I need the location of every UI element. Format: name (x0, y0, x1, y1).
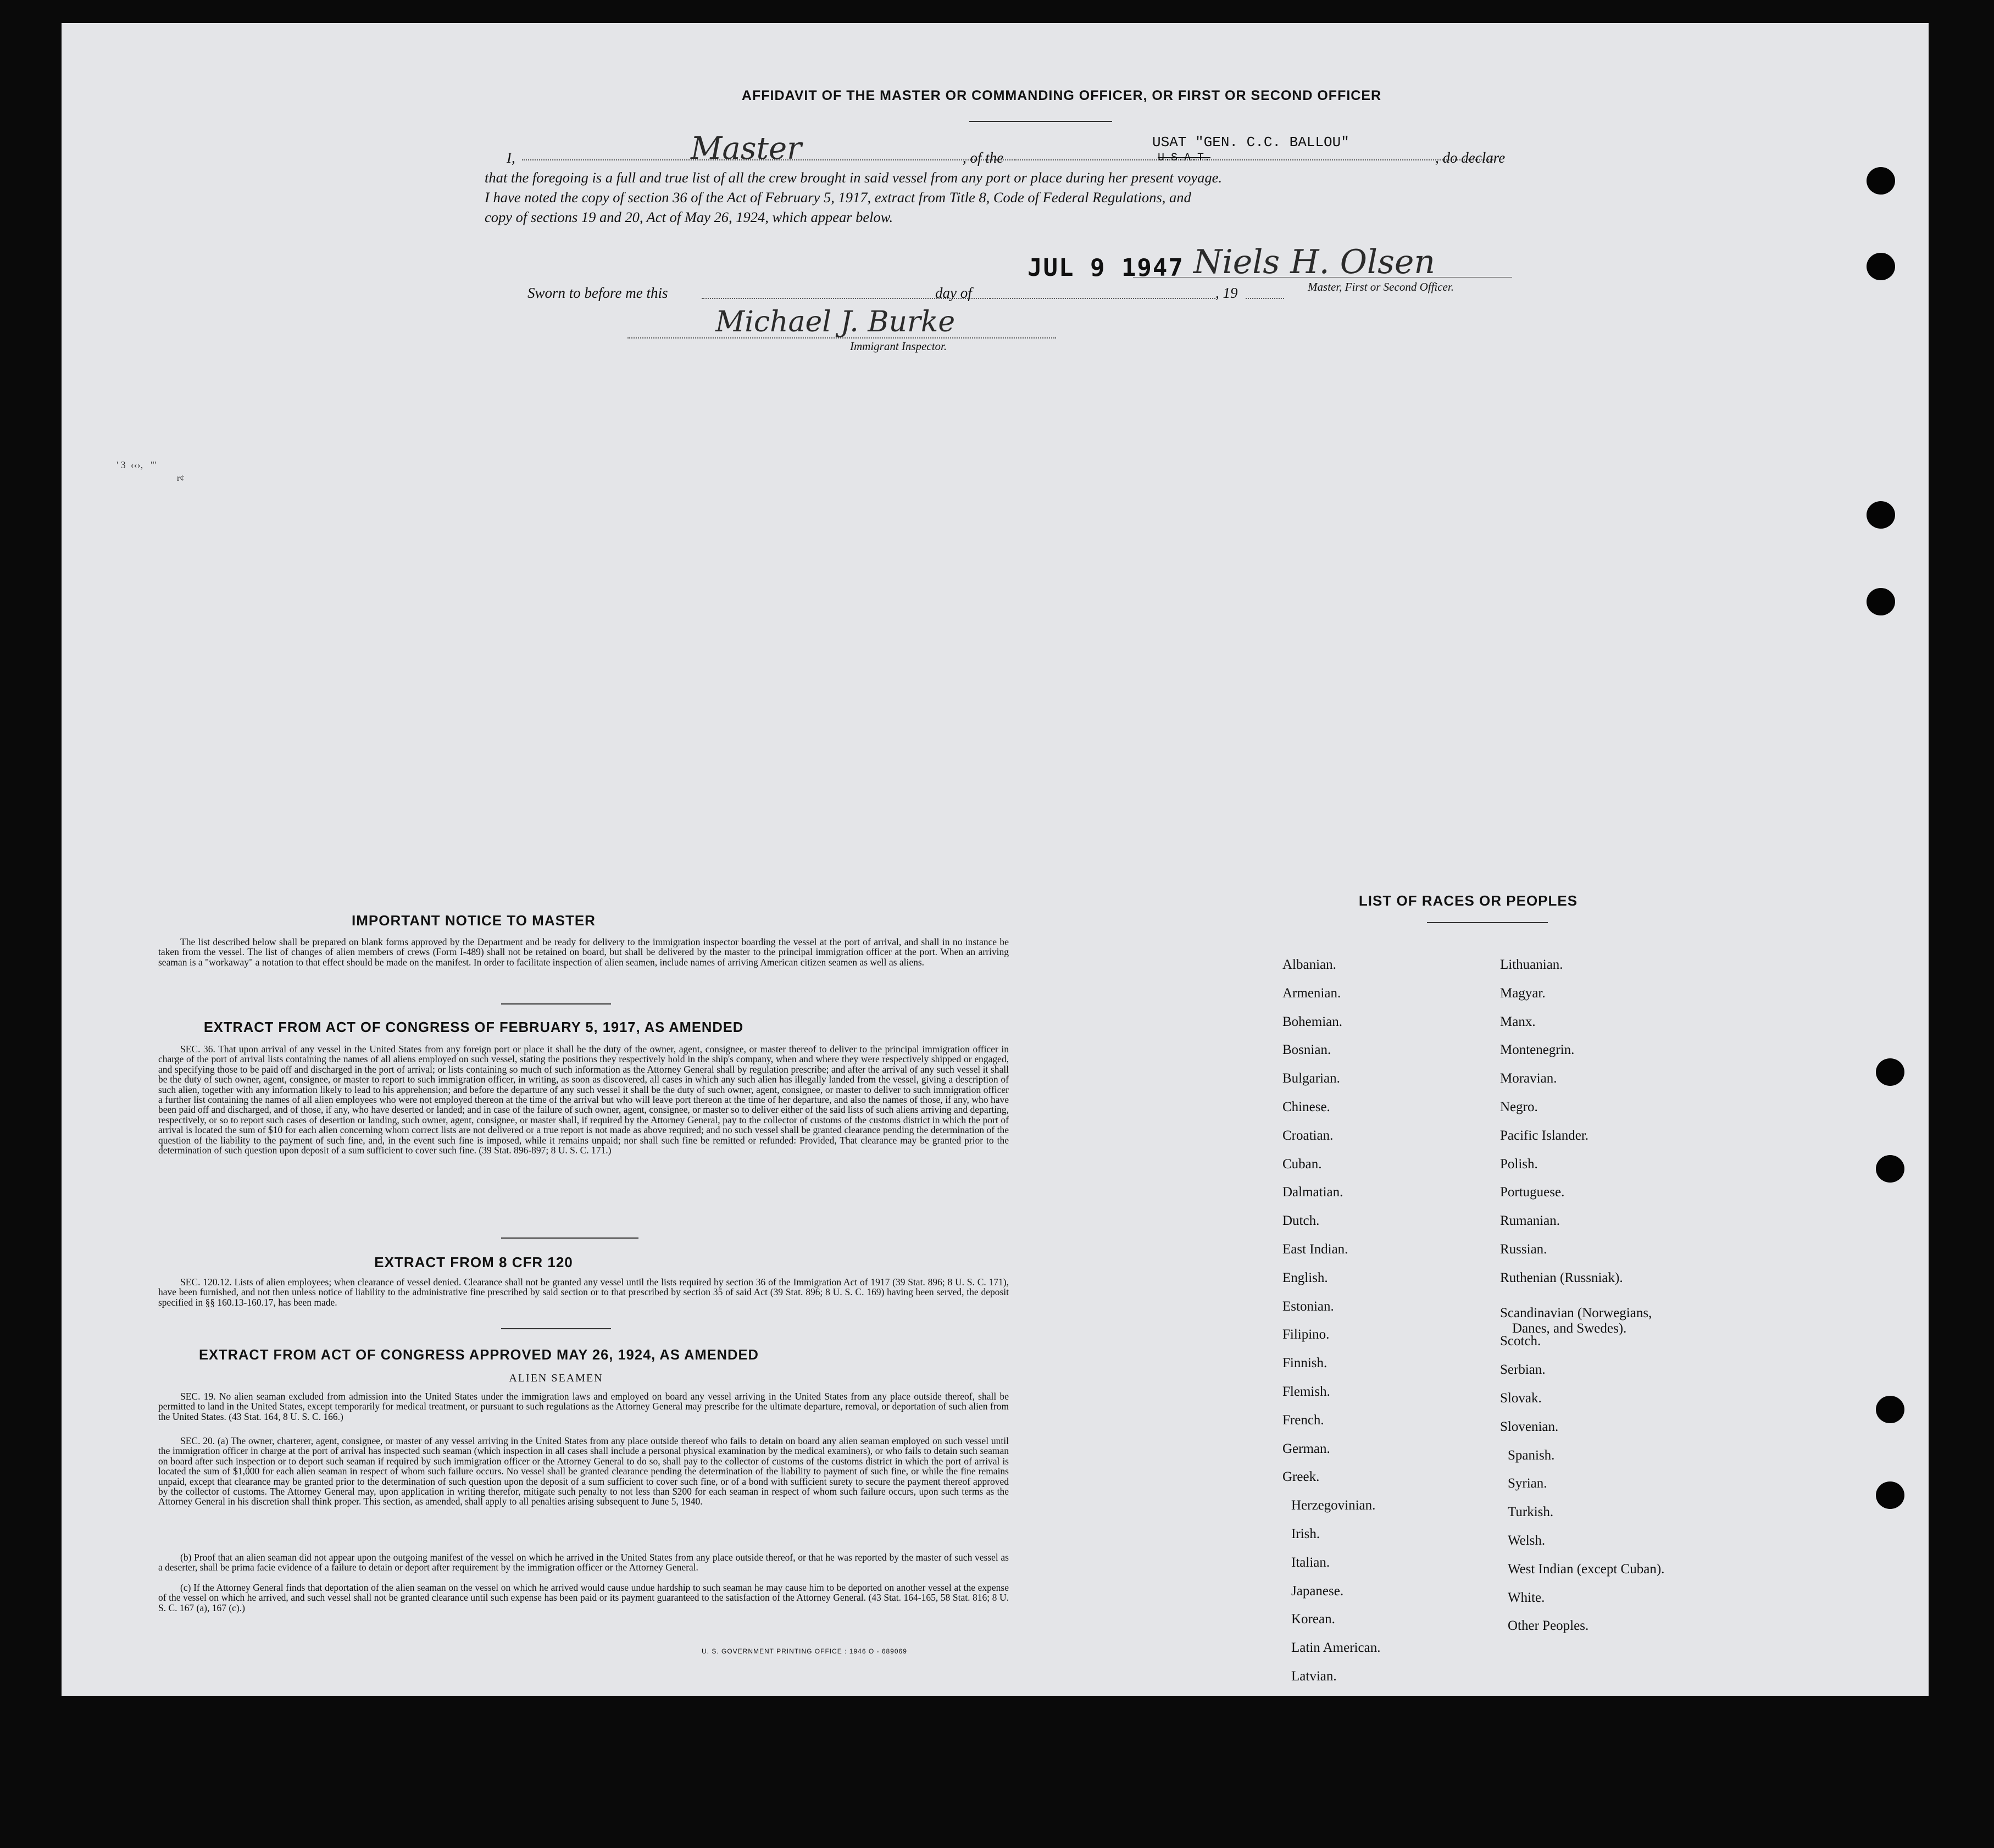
race-item: Dalmatian. (1282, 1185, 1343, 1200)
affidavit-line4: copy of sections 19 and 20, Act of May 26, 1924, which appear below. (485, 209, 893, 225)
race-item: Irish. (1291, 1527, 1320, 1541)
race-item: Pacific Islander. (1500, 1128, 1589, 1143)
affidavit-title: AFFIDAVIT OF THE MASTER OR COMMANDING OFFICER, OR FIRST OR SECOND OFFICER (741, 88, 1382, 103)
extract1924-sec20c: (c) If the Attorney General finds that deportation of the alien seaman on the vessel on which he arrived would cause undue hardship to such seaman he may cause him to be deported on another vessel at the expense of the vessel on which he arrived, and such vessel shall not be granted clearance until such expense has been paid or its payment guaranteed to the satisfaction of the Attorney General. (43 Stat. 164-165, 58 Stat. 816; 8 U. S. C. 167 (a), 167 (c).) (158, 1582, 1009, 1613)
affidavit-i: I, (507, 149, 515, 166)
sworn-month-line (990, 298, 1215, 299)
race-item: Herzegovinian. (1291, 1498, 1376, 1513)
inspector-caption: Immigrant Inspector. (850, 340, 947, 353)
race-item: Latvian. (1291, 1669, 1337, 1684)
race-item: Negro. (1500, 1100, 1538, 1114)
extract-cfr-body: SEC. 120.12. Lists of alien employees; when clearance of vessel denied. Clearance shall not be granted any vessel until the lists required by section 36 of the Immigration Act of 1917 (39 Stat. 896; 8 U. S. C. 171), have been furnished, and not then unless notice of liability to the administrative fine prescribed by said section or to that prescribed by section 35 of said Act (39 Stat. 896; 8 U. S. C. 169) having been served, the deposit specified in §§ 160.13-160.17, has been made. (158, 1277, 1009, 1308)
extract-cfr-title: EXTRACT FROM 8 CFR 120 (374, 1254, 573, 1270)
notice-body: The list described below shall be prepared on blank forms approved by the Department and be ready for delivery to the immigration inspector boarding the vessel at the port of arrival, and shall in no instance be taken from the vessel. The list of changes of alien members of crews (Form I-489) shall not be retained on board, but shall be delivered by the master to the principal immigration officer at the port. When an arriving seaman is a "workaway" a notation to that effect should be made on the manifest. In order to facilitate inspection of alien seamen, include names of arriving American citizen seamen as well as aliens. (158, 936, 1009, 968)
race-item: Filipino. (1282, 1327, 1330, 1342)
race-item: White. (1508, 1590, 1545, 1605)
race-item: Japanese. (1291, 1583, 1344, 1599)
race-item: Finnish. (1282, 1356, 1328, 1371)
race-item: Ruthenian (Russniak). (1500, 1270, 1623, 1285)
races-title: LIST OF RACES OR PEOPLES (1358, 892, 1578, 909)
race-item: Magyar. (1500, 985, 1546, 1001)
punch-hole (1867, 588, 1895, 615)
affidavit-line2: that the foregoing is a full and true list of all the crew brought in said vessel from any port or place during her present voyage. (485, 169, 1223, 186)
vessel-name: USAT "GEN. C.C. BALLOU" (1152, 134, 1349, 151)
race-item: Danes, and Swedes). (1512, 1320, 1627, 1336)
race-item: Spanish. (1508, 1447, 1555, 1463)
race-item: Russian. (1500, 1242, 1547, 1257)
races-rule (1427, 922, 1548, 923)
race-item: French. (1282, 1412, 1324, 1428)
race-item: Turkish. (1508, 1505, 1554, 1520)
affidavit-of-the: , of the (963, 149, 1004, 166)
extract1924-title: EXTRACT FROM ACT OF CONGRESS APPROVED MAY 26, 1924, AS AMENDED (199, 1347, 759, 1363)
printer-line: U. S. GOVERNMENT PRINTING OFFICE : 1946 O - 689069 (702, 1647, 907, 1655)
notice-rule (501, 1003, 611, 1005)
inspector-signature-line (627, 337, 1056, 338)
punch-hole (1876, 1396, 1904, 1423)
sworn-19: , 19 (1215, 285, 1238, 301)
race-item: Bosnian. (1282, 1042, 1331, 1058)
race-item: German. (1282, 1441, 1330, 1456)
notice-title: IMPORTANT NOTICE TO MASTER (352, 912, 596, 929)
extract1917-title: EXTRACT FROM ACT OF CONGRESS OF FEBRUARY 5, 1917, AS AMENDED (203, 1020, 744, 1035)
race-item: Slovenian. (1500, 1419, 1559, 1434)
race-item: Scotch. (1500, 1334, 1541, 1349)
date-stamp: JUL 9 1947 (1027, 254, 1184, 282)
inspector-signature: Michael J. Burke (715, 306, 956, 338)
race-item: Serbian. (1500, 1362, 1546, 1378)
sworn-prefix: Sworn to before me this (527, 285, 668, 301)
extract1924-subtitle: ALIEN SEAMEN (509, 1372, 603, 1384)
vessel-name-line (1018, 159, 1496, 160)
race-item: Chinese. (1282, 1100, 1330, 1114)
master-signature-line (1133, 277, 1512, 278)
race-item: Scandinavian (Norwegians, (1500, 1305, 1652, 1320)
master-caption: Master, First or Second Officer. (1308, 280, 1454, 293)
race-item: Estonian. (1282, 1298, 1334, 1314)
race-item: Slovak. (1500, 1391, 1542, 1406)
margin-marks: ' 3 ‹‹›, "' (116, 459, 157, 470)
extract1917-body: SEC. 36. That upon arrival of any vessel in the United States from any foreign port or place it shall be the duty of the owner, agent, consignee, or master thereof to deliver to the principal immigration officer in charge of the port of arrival lists containing the names of all aliens employed on such vessel, stating the positions they respectively hold in the ship's company, when and where they were respectively shipped or engaged, and specifying those to be paid off and discharged in the port of arrival; or lists containing so much of such information as the Attorney General shall by regulation prescribe; and after the arrival of any such vessel it shall be the duty of such owner, agent, consignee, or master to report to such immigration officer, in writing, as soon as discovered, all cases in which any such alien has illegally landed from the vessel, giving a description of such alien, together with any information likely to lead to his apprehension; and before the departure of any such vessel it shall be the duty of such owner, agent, consignee, or master to deliver to such immigration officer a further list containing the names of all alien employees who were not employed thereon at the time of the arrival but who will leave port thereon at the time of her departure, and also the names of those, if any, who have been paid off and discharged, and of those, if any, who have deserted or landed; and in case of the failure of such owner, agent, consignee, or master so to deliver either of the said lists of such aliens arriving and departing, respectively, or so to report such cases of desertion or landing, such owner, agent, consignee, or master shall, if required by the Attorney General, pay to the collector of customs of the customs district in which the port of arrival is located the sum of $10 for each alien concerning whom correct lists are not delivered or a true report is not made as above required; and no such vessel shall be granted clearance pending the determination of the question of the liability to the payment of such fine, and, in the event such fine is imposed, while it remains unpaid; nor shall such fine be remitted or refunded: Provided, That clearance may be granted prior to the determination of such question upon deposit of a sum sufficient to cover such fine. (39 Stat. 896-897; 8 U. S. C. 171.) (158, 1044, 1009, 1156)
race-item: Armenian. (1282, 985, 1341, 1001)
race-item: Dutch. (1282, 1213, 1320, 1229)
race-item: Rumanian. (1500, 1213, 1560, 1229)
master-signature: Niels H. Olsen (1193, 243, 1436, 281)
affidavit-do-declare: , do declare (1435, 149, 1506, 166)
race-item: English. (1282, 1270, 1328, 1285)
race-item: Polish. (1500, 1156, 1538, 1172)
race-item: Italian. (1291, 1555, 1330, 1570)
margin-marks-2: r¢ (177, 474, 185, 483)
race-item: Flemish. (1282, 1384, 1330, 1399)
race-item: Moravian. (1500, 1071, 1557, 1086)
extract1917-rule (501, 1237, 638, 1239)
extract1924-sec20a: SEC. 20. (a) The owner, charterer, agent, consignee, or master of any vessel arriving in the United States from any place outside thereof who fails to detain on board any alien seaman employed on such vessel until the immigration officer in charge at the port of arrival has inspected such seaman (which inspection in all cases shall include a personal physical examination by the medical examiners), or who fails to detain such seaman on board after such inspection or to deport such seaman if required by such immigration officer or the Attorney General to do so, shall pay to the collector of customs of the customs district in which the port of arrival is located the sum of $1,000 for each alien seaman in respect of whom such failure occurs. No vessel shall be granted clearance pending the determination of the liability to payment of such fine, or while the fine remains unpaid, except that clearance may be granted prior to the determination of such question upon the deposit of a sum sufficient to cover such fine, or of a bond with sufficient surety to secure the payment thereof approved by the collector of customs. The Attorney General may, upon application in writing therefor, mitigate such penalty to not less than $200 for each seaman in respect of whom such failure occurs, upon such terms as the Attorney General in his discretion shall think proper. This section, as amended, shall apply to all penalties arising subsequent to June 5, 1940. (158, 1435, 1009, 1507)
race-item: Welsh. (1508, 1533, 1546, 1548)
document-sheet (62, 23, 1929, 1696)
race-item: West Indian (except Cuban). (1508, 1561, 1665, 1577)
race-item: Latin American. (1291, 1640, 1381, 1656)
race-item: Bohemian. (1282, 1014, 1343, 1029)
sworn-day-of: day of (935, 285, 972, 301)
race-item: Lithuanian. (1500, 957, 1563, 972)
race-item: Greek. (1282, 1469, 1320, 1485)
race-item: Korean. (1291, 1612, 1335, 1627)
race-item: Other Peoples. (1508, 1618, 1589, 1634)
punch-hole (1867, 253, 1895, 280)
race-item: Croatian. (1282, 1128, 1334, 1143)
vessel-struck: U.S.A.T. (1158, 152, 1211, 164)
master-title-signature: Master (691, 131, 802, 167)
extract1924-sec20b: (b) Proof that an alien seaman did not appear upon the outgoing manifest of the vessel on which he arrived in the United States from any place outside thereof, or that he was reported by the master of such vessel as a deserter, shall be prima facie evidence of a failure to detain or deport after requirement by the immigration officer or the Attorney General. (158, 1552, 1009, 1573)
punch-hole (1876, 1481, 1904, 1509)
sworn-year-line (1246, 298, 1284, 299)
race-item: Manx. (1500, 1014, 1536, 1029)
affidavit-line3: I have noted the copy of section 36 of the Act of February 5, 1917, extract from Title 8, Code of Federal Regulations, and (485, 189, 1191, 206)
race-item: Syrian. (1508, 1476, 1547, 1491)
extract-cfr-rule (501, 1328, 611, 1329)
extract1924-sec19: SEC. 19. No alien seaman excluded from admission into the United States under the immigration laws and employed on board any vessel arriving in the United States from any place outside thereof, shall be permitted to land in the United States, except temporarily for medical treatment, or pursuant to such regulations as the Attorney General may prescribe for the ultimate departure, removal, or deportation of such alien from the United States. (43 Stat. 164, 8 U. S. C. 166.) (158, 1391, 1009, 1422)
punch-hole (1867, 501, 1895, 529)
race-item: East Indian. (1282, 1242, 1348, 1257)
title-rule (969, 121, 1112, 122)
race-item: Cuban. (1282, 1156, 1322, 1172)
punch-hole (1876, 1058, 1904, 1086)
race-item: Albanian. (1282, 957, 1336, 972)
race-item: Bulgarian. (1282, 1071, 1340, 1086)
punch-hole (1876, 1155, 1904, 1183)
race-item: Montenegrin. (1500, 1042, 1575, 1058)
punch-hole (1867, 167, 1895, 195)
race-item: Portuguese. (1500, 1185, 1565, 1200)
